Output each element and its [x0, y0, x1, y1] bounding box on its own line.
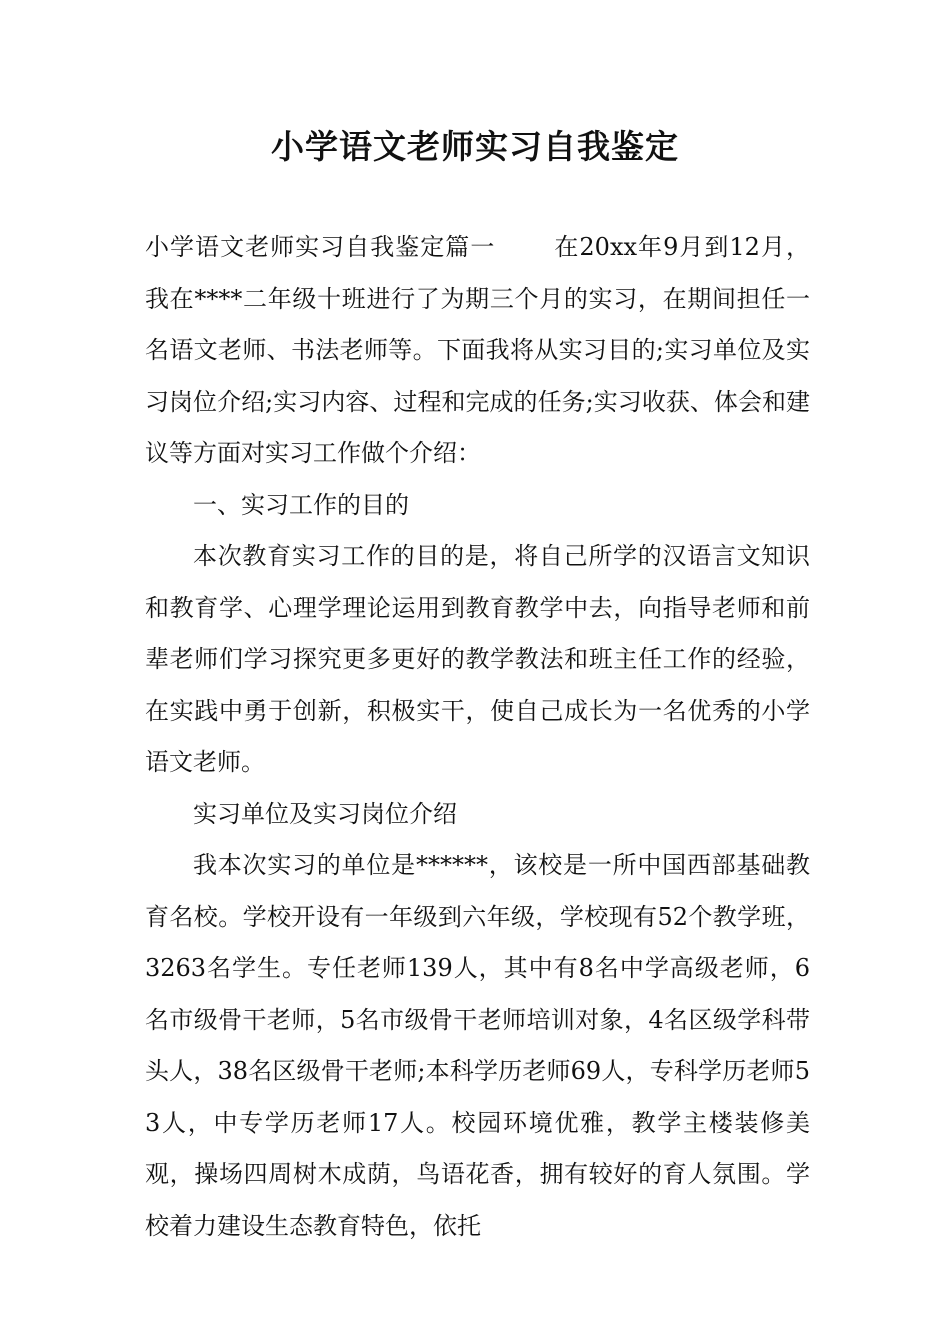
document-body: [145, 222, 810, 1252]
intro-paragraph: [145, 222, 810, 480]
document-title: 小学语文老师实习自我鉴定: [271, 127, 679, 166]
section-heading-unit: 实习单位及实习岗位介绍: [193, 799, 457, 828]
intro-text: 在20xx年9月到12月，我在****二年级十班进行了为期三个月的实习，在期间担任一名语文老师、书法老师等。下面我将从实习目的;实习单位及实习岗位介绍;实习内容、过程和完成的任务;实习收获、体会和建议等方面对实习工作做个介绍：: [145, 233, 811, 467]
section-heading-purpose: 一、实习工作的目的: [193, 490, 409, 519]
paragraph-unit: 我本次实习的单位是******，该校是一所中国西部基础教育名校。学校开设有一年级到六年级，学校现有52个教学班，3263名学生。专任老师139人，其中有8名中学高级老师，6名市级骨干老师，5名市级骨干老师培训对象，4名区级学科带头人，38名区级骨干老师;本科学历老师69人，专科学历老师53人，中专学历老师17人。校园环境优雅，教学主楼装修美观，操场四周树木成荫，鸟语花香，拥有较好的育人氛围。学校着力建设生态教育特色，依托: [145, 851, 810, 1240]
paragraph-purpose: 本次教育实习工作的目的是，将自己所学的汉语言文知识和教育学、心理学理论运用到教育教学中去，向指导老师和前辈老师们学习探究更多更好的教学教法和班主任工作的经验，在实践中勇于创新，积极实干，使自己成长为一名优秀的小学语文老师。: [145, 542, 810, 776]
intro-label: 小学语文老师实习自我鉴定篇一: [145, 233, 496, 261]
